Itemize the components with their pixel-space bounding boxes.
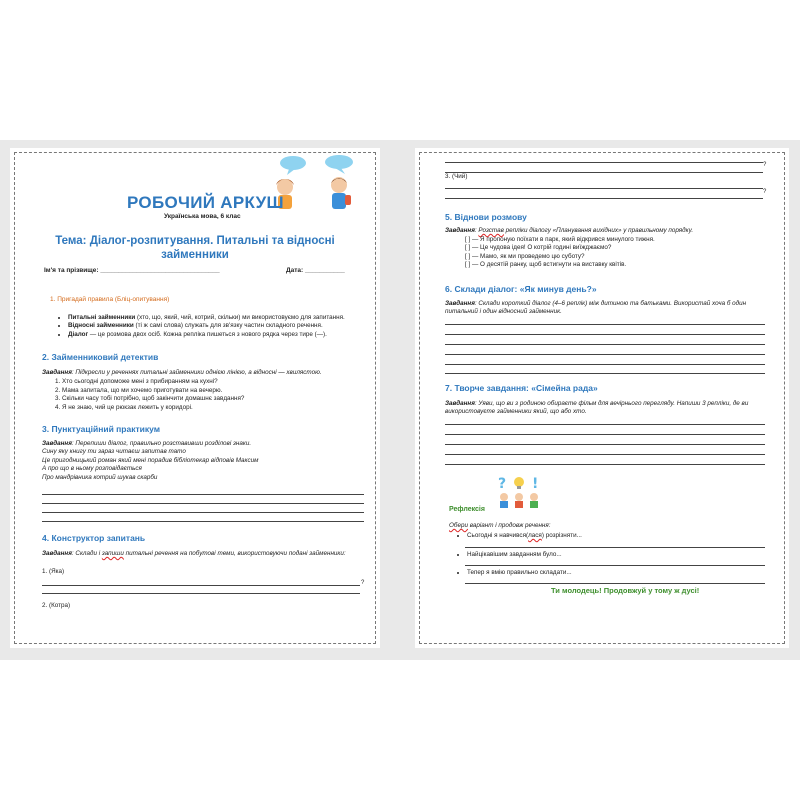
reflection-text: Сьогодні я навчився( [467,532,529,539]
list-item: 3. Скільки часу тобі потрібно, щоб закінчити домашнє завдання? [62,395,372,404]
rule-text: (ті ж самі слова) служать для зв'язку частин складного речення. [133,322,323,330]
reflection-heading: Рефлексія [449,506,485,513]
answer-line[interactable] [445,364,765,365]
dialogue-line: Про мандрівника котрий шукав скарби [42,473,158,481]
answer-line[interactable] [42,593,360,594]
name-field-label: Ім'я та прізвище: _________________________________ [44,267,220,274]
reflection-list [455,532,767,540]
answer-line[interactable] [445,188,763,189]
section-2-list [48,378,372,412]
task-text: Розстав [478,227,504,234]
list-item [467,532,767,540]
topic-line-2: займенники [161,249,229,261]
answer-line[interactable] [42,503,364,504]
lightbulb-kids-illustration-icon [495,474,545,508]
section-4-task [42,550,362,558]
list-item [68,331,368,339]
task-label: Завдання [42,369,72,376]
answer-line[interactable] [445,354,765,355]
reflection-text: ) розрізняти... [541,532,582,539]
answer-line[interactable] [42,494,364,495]
section-2-task [42,369,362,377]
question-item-1: 1. (Яка) [42,568,65,575]
task-text: запиши [101,550,124,557]
reflection-list [455,551,767,559]
answer-line[interactable] [42,512,364,513]
list-item[interactable]: [ ] — Мамо, як ми проведемо цю суботу? [465,252,585,260]
section-3-heading: 3. Пунктуаційний практикум [42,424,161,434]
list-item: 4. Я не знаю, чий це рюкзак лежить у коридорі. [62,404,372,413]
answer-line[interactable] [445,464,765,465]
answer-line[interactable] [445,373,765,374]
task-label: Завдання [42,440,72,447]
dialogue-line: Це пригодницький роман який мені порадив бібліотекар відповів Максим [42,456,259,464]
answer-line[interactable] [445,434,765,435]
term-relative: Відносні займенники [68,322,134,330]
term-interrogative: Питальні займенники [68,314,136,321]
question-mark: ? [763,162,767,168]
list-item: • Тепер я вмію правильно складати... [467,569,767,577]
list-item[interactable]: [ ] — О десятій ранку, щоб встигнути на виставку квітів. [465,261,627,269]
rule-text: — це розмова двох осіб. Кожна репліка пишеться з нового рядка через тире (—). [88,330,327,338]
section-7-heading: 7. Творче завдання: «Сімейна рада» [445,383,598,393]
task-text: : Уяви, що ви з родиною обираєте фільм для вечірнього перегляду. Напиши 3 репліки, де ви використовуєте займенники який, що або хто. [445,400,749,416]
list-item[interactable]: [ ] — Це чудова ідея! О котрій годині виїжджаємо? [465,244,612,252]
worksheet-page-1 [10,148,380,648]
reflection-text: лася [528,532,542,539]
topic-heading [40,234,350,262]
rule-text: (хто, що, який, чий, котрий, скільки) ми використовуємо для запитання. [135,314,345,321]
answer-line[interactable] [445,162,763,163]
list-item [68,322,368,330]
answer-line[interactable] [42,521,364,522]
svg-text:!: ! [532,476,539,492]
list-item[interactable]: [ ] — Я пропоную поїхати в парк, який відкрився минулого тижня. [465,236,655,243]
task-text: репліки діалогу «Планування вихідних» у правильному порядку. [503,227,694,234]
task-text: : Перепиши діалог, правильно розставивши розділові знаки. [71,440,252,447]
section-5-task: Завдання: Розстав репліки діалогу «Планування вихідних» у правильному порядку. [445,227,694,234]
date-field-label: Дата: ___________ [286,267,345,274]
section-1-heading: 1. Пригадай правила (Бліц-опитування) [50,296,170,303]
topic-line-1: Тема: Діалог-розпитування. Питальні та відносні [55,235,335,247]
section-6-heading: 6. Склади діалог: «Як минув день?» [445,284,597,294]
worksheet-subtitle: Українська мова, 6 клас [164,213,241,220]
answer-line[interactable] [42,585,360,586]
reflection-list [455,569,767,577]
rules-list [56,314,368,339]
task-label: Завдання [445,227,475,234]
answer-line[interactable] [445,424,765,425]
task-text: : Склади і [71,550,102,557]
question-item-2: 2. (Котра) [42,602,71,609]
section-7-task [445,400,767,417]
list-item: 2. Мама запитала, що ми хочемо приготувати на вечерю. [62,387,372,396]
answer-line[interactable] [465,583,765,584]
list-item: 1. Хто сьогодні допоможе мені з прибиранням на кухні? [62,378,372,387]
question-mark: ? [763,189,767,195]
task-text: : Склади короткий діалог (4–6 реплік) між дитиною та батьками. Використай хоча б один питальний і один відносний займенник. [445,300,747,316]
task-text: Обери [449,522,468,529]
closing-message: Ти молодець! Продовжуй у тому ж дусі! [551,586,700,595]
question-mark: ? [361,580,365,586]
worksheet-page-2 [415,148,789,648]
worksheet-title: РОБОЧИЙ АРКУШ [127,193,284,212]
reflection-task [449,522,769,530]
section-3-task [42,440,362,448]
section-4-heading: 4. Конструктор запитань [42,533,146,543]
task-label: Завдання [445,400,475,407]
answer-line[interactable] [445,172,763,173]
dialogue-line: Сину яку книгу ти зараз читаєш запитав тато [42,448,186,456]
answer-line[interactable] [445,334,765,335]
section-3-content [42,440,362,482]
task-text: питальні речення на побутові теми, використовуючи подані займенники: [123,550,346,557]
answer-line[interactable] [445,344,765,345]
dialogue-line: А про що в ньому розповідається [42,465,142,473]
answer-line[interactable] [465,547,765,548]
section-2-heading: 2. Займенниковий детектив [42,352,159,362]
answer-line[interactable] [445,324,765,325]
answer-line[interactable] [465,565,765,566]
task-text: : Підкресли у реченнях питальні займенники однією лінією, а відносні — хвилястою. [71,369,322,376]
answer-line[interactable] [445,198,763,199]
answer-line[interactable] [445,454,765,455]
task-label: Завдання [42,550,72,557]
answer-line[interactable] [445,444,765,445]
task-text: варіант і продовж речення: [467,522,551,529]
svg-text:?: ? [498,476,507,492]
section-6-task [445,300,767,317]
section-5-list [465,236,765,270]
list-item: • Найцікавішим завданням було... [467,551,767,559]
term-dialogue: Діалог [68,330,89,338]
question-item-3: 3. (Чий) [445,173,468,180]
task-label: Завдання [445,300,475,307]
section-5-heading: 5. Віднови розмову [445,212,527,222]
